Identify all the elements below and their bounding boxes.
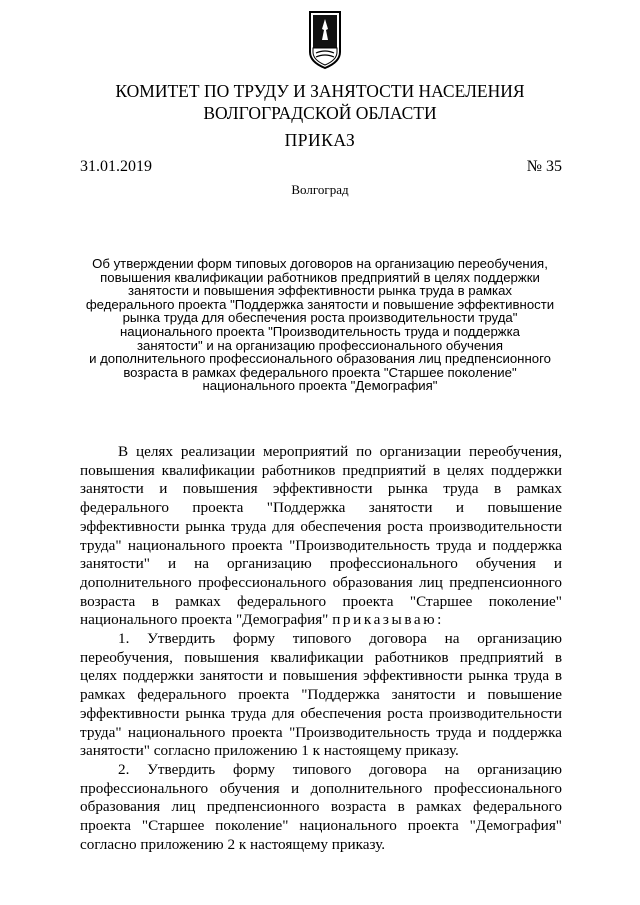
subject-line: национального проекта "Демография" xyxy=(202,378,438,394)
volgograd-coat-of-arms-icon xyxy=(307,10,343,70)
committee-name xyxy=(60,80,580,124)
order-item-1: 1. Утвердить форму типового договора на организацию переобучения, повышения квалификации работников предприятий в целях поддержки занятости и повышения эффективности рынка труда в рамках федерального проекта "Поддержка занятости и повышение эффективности рынка труда для обеспечения роста производительности труда" национального проекта "Производительность труда и поддержка занятости" согласно приложению 1 к настоящему приказу. xyxy=(80,630,562,760)
subject-line: рынка труда для обеспечения роста производительности труда" xyxy=(122,310,518,326)
subject-line: и дополнительного профессионального образования лиц предпенсионного xyxy=(89,351,551,367)
subject-line: национального проекта "Производительность труда и поддержка xyxy=(119,323,521,339)
subject-line: повышения квалификации работников предприятий в целях поддержки xyxy=(100,269,540,285)
subject-line: возраста в рамках федерального проекта "Старшее поколение" xyxy=(123,364,517,380)
committee-line-1: КОМИТЕТ ПО ТРУДУ И ЗАНЯТОСТИ НАСЕЛЕНИЯ xyxy=(115,81,525,101)
subject-line: Об утверждении форм типовых договоров на организацию переобучения, xyxy=(92,256,548,271)
order-subject xyxy=(68,257,572,393)
document-type: ПРИКАЗ xyxy=(284,130,356,150)
subject-line: федерального проекта "Поддержка занятости и повышение эффективности xyxy=(85,296,555,312)
subject-line: занятости" и на организацию профессионального обучения xyxy=(136,337,504,353)
order-item-2: 2. Утвердить форму типового договора на организацию профессионального обучения и дополнительного профессионального образования лиц предпенсионного возраста в рамках федерального проекта "Старшее поколение" национального проекта "Демография" согласно приложению 2 к настоящему приказу. xyxy=(80,760,562,853)
subject-line: занятости и повышения эффективности рынка труда в рамках xyxy=(127,283,513,299)
preamble-text: В целях реализации мероприятий по организации переобучения, повышения квалификации работников предприятий в целях поддержки занятости и повышения эффективности рынка труда в рамках федерального проекта "Поддержка занятости и повышение эффективности рынка труда для обеспечения роста производительности труда" национального проекта "Производительность труда и поддержка занятости" и на организацию профессионального обучения и дополнительного профессионального образования лиц предпенсионного возраста в рамках федерального проекта "Старшее поколение" национального проекта "Демография" xyxy=(80,443,562,629)
order-word: приказываю: xyxy=(332,611,445,629)
document-number: № 35 xyxy=(526,158,562,175)
committee-line-2: ВОЛГОГРАДСКОЙ ОБЛАСТИ xyxy=(203,103,437,123)
order-body xyxy=(80,443,562,854)
document-date: 31.01.2019 xyxy=(80,158,152,175)
document-city: Волгоград xyxy=(291,182,349,197)
preamble-paragraph xyxy=(80,443,562,630)
